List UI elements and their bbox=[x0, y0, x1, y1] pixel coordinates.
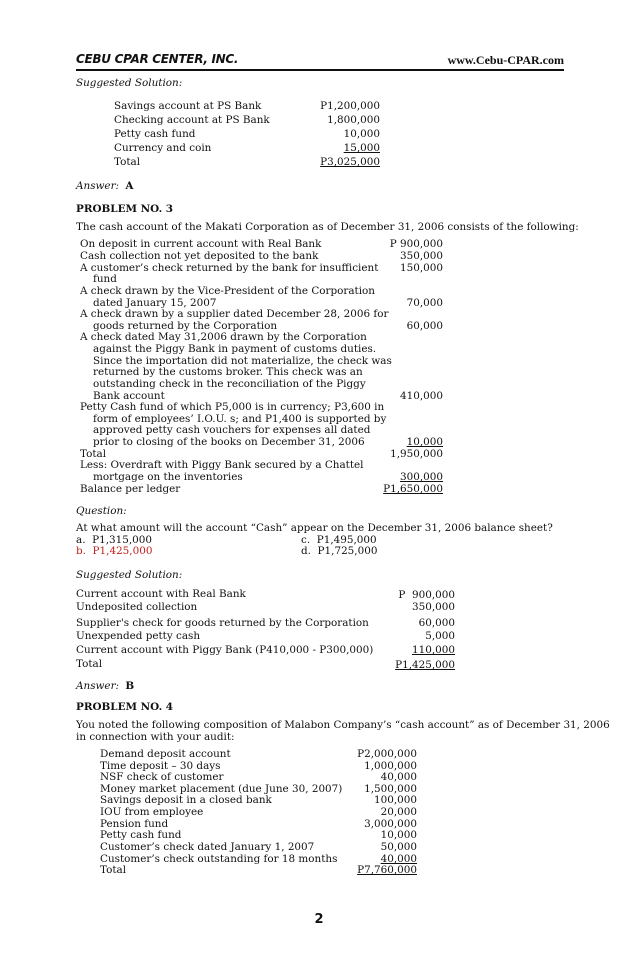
p3-answer-value: B bbox=[125, 680, 135, 692]
problem3-intro: The cash account of the Makati Corporation as of December 31, 2006 consists of the following: bbox=[76, 221, 579, 233]
p3-line: Cash collection not yet deposited to the bank bbox=[80, 250, 319, 262]
s1-total-label: Total bbox=[114, 156, 141, 168]
p3-line: mortgage on the inventories bbox=[93, 471, 243, 483]
p3-choice-d: d. P1,725,000 bbox=[301, 545, 378, 557]
p3-sol-amount: 60,000 bbox=[418, 617, 455, 629]
p4-item-amount: 10,000 bbox=[380, 829, 417, 841]
p3-question-label: Question: bbox=[76, 505, 127, 517]
p3-solution-label: Suggested Solution: bbox=[76, 569, 183, 581]
p3-sol-label: Unexpended petty cash bbox=[76, 630, 201, 642]
s1-total-amount: P3,025,000 bbox=[320, 156, 380, 168]
s1-item-label: Currency and coin bbox=[114, 142, 212, 154]
p3-line: outstanding check in the reconciliation of the Piggy bbox=[93, 378, 366, 390]
p4-item-amount: 1,500,000 bbox=[364, 783, 417, 795]
p3-sol-amount: 5,000 bbox=[425, 630, 455, 642]
p3-line: A check drawn by a supplier dated December 28, 2006 for bbox=[80, 308, 389, 320]
p3-line: form of employees’ I.O.U. s; and P1,400 is supported by bbox=[93, 413, 387, 425]
p3-line: Total bbox=[80, 448, 107, 460]
p4-item-label: Petty cash fund bbox=[100, 829, 182, 841]
p3-amount: 70,000 bbox=[406, 297, 443, 309]
s1-item-label: Petty cash fund bbox=[114, 128, 196, 140]
p4-item-amount: 20,000 bbox=[380, 806, 417, 818]
p3-line: returned by the customs broker. This check was an bbox=[93, 366, 363, 378]
p3-line: goods returned by the Corporation bbox=[93, 320, 278, 332]
page-number: 2 bbox=[314, 912, 324, 927]
p3-line: approved petty cash vouchers for expenses all dated bbox=[93, 424, 371, 436]
p3-amount: 1,950,000 bbox=[390, 448, 443, 460]
p3-line: On deposit in current account with Real Bank bbox=[80, 238, 322, 250]
p3-line: dated January 15, 2007 bbox=[93, 297, 217, 309]
p3-sol-label: Current account with Real Bank bbox=[76, 588, 246, 600]
p3-balance-amount: P1,650,000 bbox=[383, 483, 443, 495]
p3-choice-b: b. P1,425,000 bbox=[76, 545, 153, 557]
p4-item-label: Demand deposit account bbox=[100, 748, 231, 760]
p4-item-label: Pension fund bbox=[100, 818, 169, 830]
p4-item-label: Customer’s check outstanding for 18 months bbox=[100, 853, 338, 865]
p4-item-label: NSF check of customer bbox=[100, 771, 224, 783]
header-website: www.Cebu-CPAR.com bbox=[447, 53, 564, 67]
header-company-name: CEBU CPAR CENTER, INC. bbox=[76, 52, 239, 66]
header-rule bbox=[76, 69, 564, 71]
p3-amount: P 900,000 bbox=[389, 238, 443, 250]
p3-line: against the Piggy Bank in payment of customs duties. bbox=[93, 343, 377, 355]
p4-item-amount: P2,000,000 bbox=[357, 748, 417, 760]
s1-item-label: Checking account at PS Bank bbox=[114, 114, 270, 126]
problem4-intro-line2: in connection with your audit: bbox=[76, 731, 235, 743]
p3-line: A check dated May 31,2006 drawn by the Corporation bbox=[80, 331, 367, 343]
p3-sol-amount: P 900,000 bbox=[398, 589, 455, 601]
problem4-intro-line1: You noted the following composition of Malabon Company’s “cash account” as of December 31, 2006 bbox=[76, 719, 610, 731]
p3-line: Bank account bbox=[93, 390, 165, 402]
p4-item-amount: 40,000 bbox=[380, 853, 417, 865]
s1-item-amount: 15,000 bbox=[343, 142, 380, 154]
p4-item-amount: 1,000,000 bbox=[364, 760, 417, 772]
s1-answer-value: A bbox=[125, 180, 134, 192]
p3-sol-total-amount: P1,425,000 bbox=[395, 659, 455, 671]
problem3-title: PROBLEM NO. 3 bbox=[76, 203, 174, 215]
p4-item-amount: 50,000 bbox=[380, 841, 417, 853]
p3-sol-label: Current account with Piggy Bank (P410,000 - P300,000) bbox=[76, 644, 374, 656]
s1-answer-label: Answer: bbox=[76, 180, 120, 192]
p3-answer-label: Answer: bbox=[76, 680, 120, 692]
p3-question-text: At what amount will the account “Cash” appear on the December 31, 2006 balance sheet? bbox=[76, 522, 553, 534]
s1-item-label: Savings account at PS Bank bbox=[114, 100, 262, 112]
p3-line: Since the importation did not materialize, the check was bbox=[93, 355, 392, 367]
p3-line: prior to closing of the books on December 31, 2006 bbox=[93, 436, 365, 448]
p4-item-label: Customer’s check dated January 1, 2007 bbox=[100, 841, 315, 853]
p3-sol-total-label: Total bbox=[76, 658, 103, 670]
s1-item-amount: 1,800,000 bbox=[327, 114, 380, 126]
p3-amount: 350,000 bbox=[400, 250, 443, 262]
s1-item-amount: 10,000 bbox=[343, 128, 380, 140]
p3-line: Less: Overdraft with Piggy Bank secured by a Chattel bbox=[80, 459, 364, 471]
p3-answer bbox=[76, 680, 134, 692]
p3-amount: 60,000 bbox=[406, 320, 443, 332]
p3-line: Petty Cash fund of which P5,000 is in currency; P3,600 in bbox=[80, 401, 385, 413]
p3-line: A check drawn by the Vice-President of the Corporation bbox=[80, 285, 376, 297]
p3-sol-label: Undeposited collection bbox=[76, 601, 198, 613]
p3-choice-a: a. P1,315,000 bbox=[76, 534, 152, 546]
p4-item-amount: 100,000 bbox=[374, 794, 417, 806]
p4-item-label: Money market placement (due June 30, 2007) bbox=[100, 783, 343, 795]
p3-amount: 150,000 bbox=[400, 262, 443, 274]
p3-line: Balance per ledger bbox=[80, 483, 181, 495]
section1-title: Suggested Solution: bbox=[76, 77, 183, 89]
p3-amount: 10,000 bbox=[406, 436, 443, 448]
p3-choice-c: c. P1,495,000 bbox=[301, 534, 377, 546]
p4-item-amount: 3,000,000 bbox=[364, 818, 417, 830]
p3-sol-amount: 350,000 bbox=[412, 601, 455, 613]
p3-line: fund bbox=[93, 273, 117, 285]
p3-sol-label: Supplier's check for goods returned by the Corporation bbox=[76, 617, 369, 629]
p4-item-label: Time deposit – 30 days bbox=[100, 760, 221, 772]
p3-amount: 300,000 bbox=[400, 471, 443, 483]
p4-item-label: Savings deposit in a closed bank bbox=[100, 794, 272, 806]
s1-item-amount: P1,200,000 bbox=[320, 100, 380, 112]
p4-total-amount: P7,760,000 bbox=[357, 864, 417, 876]
s1-answer bbox=[76, 180, 133, 192]
p4-item-amount: 40,000 bbox=[380, 771, 417, 783]
problem4-title: PROBLEM NO. 4 bbox=[76, 701, 174, 713]
p3-line: A customer’s check returned by the bank for insufficient bbox=[80, 262, 379, 274]
p3-amount: 410,000 bbox=[400, 390, 443, 402]
p3-sol-amount: 110,000 bbox=[412, 644, 455, 656]
p4-total-label: Total bbox=[100, 864, 127, 876]
p4-item-label: IOU from employee bbox=[100, 806, 204, 818]
